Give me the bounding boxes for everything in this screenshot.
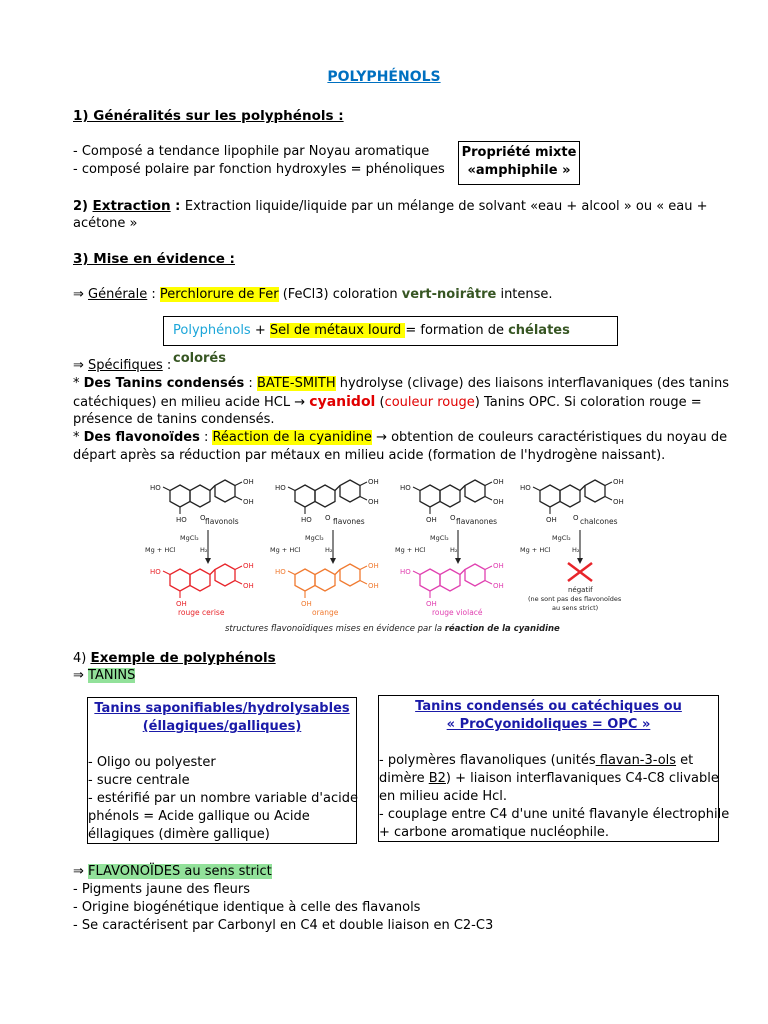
tanins-line-3: présence de tanins condensés. xyxy=(73,412,275,427)
rouge-violace-structure xyxy=(400,562,504,608)
svg-text:OH: OH xyxy=(243,582,254,590)
b2: B2 xyxy=(428,771,446,786)
arrow-icon: ⇒ xyxy=(73,358,89,373)
generale-line xyxy=(73,286,553,304)
svg-text:OH: OH xyxy=(546,516,557,524)
right-box-line-2 xyxy=(379,770,718,788)
reagent-left-3: Mg + HCl xyxy=(395,546,426,554)
section-2-heading: Extraction xyxy=(92,198,171,214)
svg-text:HO: HO xyxy=(275,568,286,576)
svg-text:OH: OH xyxy=(368,478,379,486)
tan-colon: : xyxy=(244,376,257,391)
svg-text:OH: OH xyxy=(426,600,437,608)
generale-label: Générale xyxy=(88,287,148,302)
flav-line-2: - Origine biogénétique identique à celle des flavanols xyxy=(73,900,421,915)
tanins-condenses-box xyxy=(378,695,730,842)
chalcones-label: chalcones xyxy=(580,517,618,526)
reagent-top-1: MgCl₂ xyxy=(180,534,199,542)
specifiques-line xyxy=(73,357,171,375)
svg-text:OH: OH xyxy=(243,498,254,506)
result-rouge-violace: rouge violacé xyxy=(432,608,483,617)
box-plus: + xyxy=(254,323,270,338)
vert-noiratre: vert-noirâtre xyxy=(401,287,497,302)
section-3-heading: 3) Mise en évidence : xyxy=(73,251,235,267)
svg-text:O: O xyxy=(200,514,206,522)
flavan-3-ols: flavan-3-ols xyxy=(595,753,677,768)
tanins-line-1 xyxy=(73,375,729,393)
flavonoides-heading-line xyxy=(73,863,272,881)
right-l1c: et xyxy=(676,753,694,768)
svg-text:OH: OH xyxy=(176,600,187,608)
negative-label: négatif xyxy=(568,586,593,594)
s2-text-2: acétone » xyxy=(73,216,138,231)
svg-text:OH: OH xyxy=(426,516,437,524)
figure-caption xyxy=(225,623,560,634)
amphiphile-box-line-2: «amphiphile » xyxy=(467,163,571,178)
amphiphile-box xyxy=(458,141,580,185)
svg-text:O: O xyxy=(325,514,331,522)
svg-text:HO: HO xyxy=(301,516,312,524)
generale-mid: (FeCl3) coloration xyxy=(278,287,402,302)
svg-text:HO: HO xyxy=(150,568,161,576)
cyanidol: cyanidol xyxy=(309,394,376,410)
orange-structure xyxy=(275,562,379,608)
generale-colon: : xyxy=(147,287,160,302)
section-2-line-1 xyxy=(73,197,708,216)
s2-num: 2) xyxy=(73,199,93,214)
right-l1a: - polymères flavanoliques (unités xyxy=(379,753,596,768)
svg-text:HO: HO xyxy=(400,484,411,492)
reagent-top-3: MgCl₂ xyxy=(430,534,449,542)
section-4-heading-line xyxy=(73,649,276,668)
flav-line-1: - Pigments jaune des fleurs xyxy=(73,882,251,897)
svg-text:HO: HO xyxy=(400,568,411,576)
fla-star: * xyxy=(73,430,84,445)
svg-text:OH: OH xyxy=(368,562,379,570)
s2-text-1: Extraction liquide/liquide par un mélange de solvant «eau + alcool » ou « eau + xyxy=(184,199,708,214)
box-chelates: chélates colorés xyxy=(173,323,570,366)
svg-text:HO: HO xyxy=(520,484,531,492)
chelates-box xyxy=(163,316,618,366)
s1-line-2: - composé polaire par fonction hydroxyles = phénoliques xyxy=(73,162,445,177)
fla-text-1: → obtention de couleurs caractéristiques du noyau de xyxy=(371,430,728,445)
tanins-line-2 xyxy=(73,393,702,412)
s2-colon: : xyxy=(170,199,185,214)
bate-smith-highlight: BATE-SMITH xyxy=(256,376,336,391)
cyanidine-highlight: Réaction de la cyanidine xyxy=(212,430,372,445)
flavonoides-highlight: FLAVONOÏDES au sens strict xyxy=(88,864,272,879)
left-box-line-5: éllagiques (dimère gallique) xyxy=(88,827,270,842)
box-mid: = formation de xyxy=(405,323,509,338)
left-box-head-2: (éllagiques/galliques) xyxy=(142,719,302,734)
arrow-icon: ⇒ xyxy=(73,668,89,683)
svg-text:HO: HO xyxy=(150,484,161,492)
svg-text:OH: OH xyxy=(493,478,504,486)
right-box-line-1 xyxy=(379,752,718,770)
arrow-icon: ⇒ xyxy=(73,287,89,302)
perchlorure-highlight: Perchlorure de Fer xyxy=(159,287,279,302)
arrow-icon: ⇒ xyxy=(73,864,89,879)
svg-text:HO: HO xyxy=(275,484,286,492)
tan-bold: Des Tanins condensés xyxy=(83,376,245,391)
left-box-line-2: - sucre centrale xyxy=(88,773,190,788)
negative-note-1: (ne sont pas des flavonoïdes xyxy=(528,595,622,603)
section-1-heading: 1) Généralités sur les polyphénols : xyxy=(73,108,344,124)
h2-3: H₂ xyxy=(450,546,458,554)
flavonoides-line-2: départ après sa réduction par métaux en milieu acide (formation de l'hydrogène naissant). xyxy=(73,448,666,463)
svg-text:OH: OH xyxy=(243,478,254,486)
s4-num: 4) xyxy=(73,651,91,666)
fla-bold: Des flavonoïdes xyxy=(83,430,200,445)
svg-text:O: O xyxy=(450,514,456,522)
fla-colon: : xyxy=(199,430,213,445)
right-box-line-3: en milieu acide Hcl. xyxy=(379,789,508,804)
svg-text:OH: OH xyxy=(613,498,624,506)
tan-text-1: hydrolyse (clivage) des liaisons interflavaniques (des tanins xyxy=(335,376,730,391)
h2-1: H₂ xyxy=(200,546,208,554)
reagent-left-4: Mg + HCl xyxy=(520,546,551,554)
flavonols-label: flavonols xyxy=(205,517,239,526)
right-box-head-1: Tanins condensés ou catéchiques ou xyxy=(415,699,682,714)
box-sel-highlight: Sel de métaux lourd xyxy=(269,323,406,338)
svg-text:OH: OH xyxy=(493,498,504,506)
tanins-highlight: TANINS xyxy=(88,668,136,683)
amphiphile-box-line-1: Propriété mixte xyxy=(461,145,577,160)
result-orange: orange xyxy=(312,608,339,617)
svg-text:OH: OH xyxy=(613,478,624,486)
flavones-label: flavones xyxy=(333,517,365,526)
reagent-left-1: Mg + HCl xyxy=(145,546,176,554)
svg-text:O: O xyxy=(573,514,579,522)
flav-line-3: - Se caractérisent par Carbonyl en C4 et double liaison en C2-C3 xyxy=(73,918,494,933)
negative-note-2: au sens strict) xyxy=(552,604,599,612)
couleur-rouge: couleur rouge xyxy=(384,395,475,410)
generale-end: intense. xyxy=(496,287,553,302)
right-l2c: ) + liaison interflavaniques C4-C8 clivable xyxy=(445,771,719,786)
svg-text:HO: HO xyxy=(176,516,187,524)
tan-open: ( xyxy=(375,395,385,410)
reagent-left-2: Mg + HCl xyxy=(270,546,301,554)
caption-part-b: réaction de la cyanidine xyxy=(444,624,560,634)
h2-4: H₂ xyxy=(572,546,580,554)
flavanones-label: flavanones xyxy=(456,517,497,526)
flavonoides-line-1 xyxy=(73,429,727,447)
left-box-line-4: phénols = Acide gallique ou Acide xyxy=(88,809,310,824)
right-box-head-2: « ProCyonidoliques = OPC » xyxy=(446,717,651,732)
svg-text:OH: OH xyxy=(301,600,312,608)
rouge-cerise-structure xyxy=(150,562,254,608)
reagent-top-4: MgCl₂ xyxy=(552,534,571,542)
tan-star: * xyxy=(73,376,84,391)
tanins-hydrolysables-box xyxy=(87,697,357,844)
negative-cross-icon xyxy=(568,563,592,581)
h2-2: H₂ xyxy=(325,546,333,554)
page-title: POLYPHÉNOLS xyxy=(327,69,441,85)
result-rouge-cerise: rouge cerise xyxy=(178,608,225,617)
right-l2a: dimère xyxy=(379,771,429,786)
right-box-line-5: + carbone aromatique nucléophile. xyxy=(379,825,610,840)
specifiques-colon: : xyxy=(162,358,172,373)
svg-text:OH: OH xyxy=(493,562,504,570)
tanins-heading-line xyxy=(73,667,135,685)
cyanidine-reaction-figure xyxy=(140,468,630,636)
left-box-head-1: Tanins saponifiables/hydrolysables xyxy=(94,701,350,716)
s1-line-1: - Composé a tendance lipophile par Noyau aromatique xyxy=(73,144,430,159)
reagent-top-2: MgCl₂ xyxy=(305,534,324,542)
svg-text:OH: OH xyxy=(368,582,379,590)
tan-text-2b: ) Tanins OPC. Si coloration rouge = xyxy=(474,395,702,410)
specifiques-label: Spécifiques xyxy=(88,358,163,373)
right-box-line-4: - couplage entre C4 d'une unité flavanyle électrophile xyxy=(379,807,730,822)
tan-text-2a: catéchiques) en milieu acide HCL → xyxy=(73,395,310,410)
left-box-line-1: - Oligo ou polyester xyxy=(88,755,216,770)
svg-text:OH: OH xyxy=(493,582,504,590)
box-polyphenols: Polyphénols xyxy=(173,323,255,338)
left-box-line-3: - estérifié par un nombre variable d'acide xyxy=(88,791,358,806)
section-4-heading: Exemple de polyphénols xyxy=(90,650,276,666)
svg-text:OH: OH xyxy=(368,498,379,506)
caption-part-a: structures flavonoïdiques mises en évidence par la xyxy=(225,624,445,634)
svg-text:OH: OH xyxy=(243,562,254,570)
